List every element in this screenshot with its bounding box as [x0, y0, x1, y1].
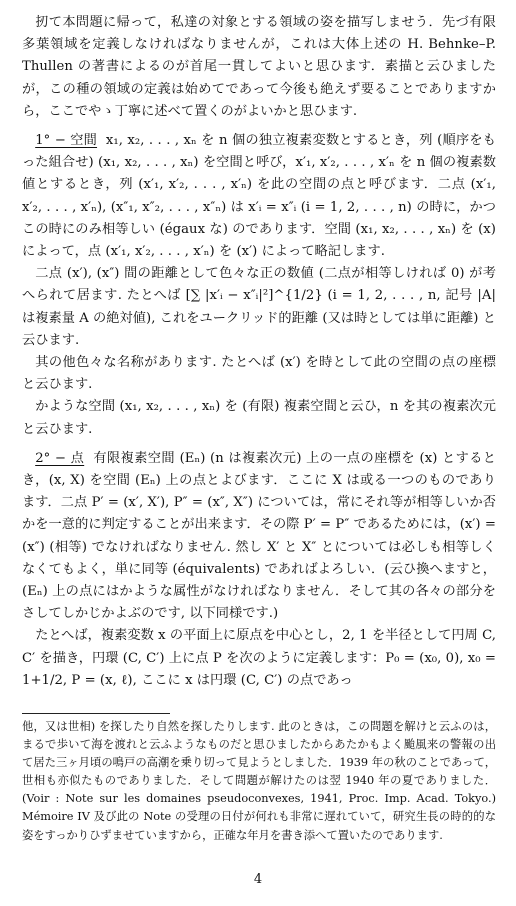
paper-page [22, 12, 496, 692]
complex-space-paragraph: かような空間 (x₁, x₂, . . . , xₙ) を (有限) 複素空間と云ひ，n を其の複素次元と云ひます. [22, 399, 496, 437]
footnote: 他，又は世相) を探したり自然を探したりします. 此のときは，この問題を解けと云ふのは，まるで歩いて海を渡れと云ふようなものだと思ひましたからあたかもよく颱風来の警報の出て居た三ヶ月頃の鳴戸の高潮を乗り切って見ようとしました．1939 年の秋のことであって，世相も亦似たものでありました．そして問題が解けたのは翌 1940 年の夏でありました．(Voir : Note sur les domaines pseudoconvexes, 1941, Proc. Imp. Acad. Tokyo.) Mémoire IV 及び此の Note の受理の日付が何れも非常に遅れていて，研究生長の時的的な姿をすっかりひずませていますから，正確な年月を書き添へて置いたのであります. [22, 720, 496, 842]
section1-heading: 1° − 空間 [35, 133, 98, 149]
names-paragraph: 其の他色々な名称があります. たとへば (x′) を時として此の空間の点の座標と云ひます. [22, 355, 496, 393]
page-number: 4 [253, 872, 263, 887]
distance-paragraph: 二点 (x′), (x″) 間の距離として色々な正の数値 (二点が相等しければ 0) が考へられて居ます. たとへば [∑ |x′ᵢ − x″ᵢ|²]^{1/2} (i = 1, 2, . . . , n, 記号 |A| は複素量 A の絶対値), これをユークリッド的距離 (又は時としては単に距離) と云ひます. [22, 266, 496, 348]
example-paragraph: たとへば，複素変数 x の平面上に原点を中心とし，2, 1 を半径として円周 C, C′ を描き，円環 (C, C′) 上に点 P を次のように定義します：P₀ = (x₀, 0), x₀ = 1+1/2, P = (x, ℓ), ここに x は円環 (C, C′) の点であっ [22, 628, 496, 688]
footnote-rule [22, 713, 170, 714]
section2-paragraph [22, 448, 496, 626]
intro-paragraph: 扨て本問題に帰って，私達の対象とする領域の姿を描写しませう．先づ有限多葉領域を定義しなければなりませんが，これは大体上述の H. Behnke–P. Thullen の著書によるのが首尾一貫してよいと思ひます．素描と云ひましたが，この種の領域の定義は始めてであって今後も絶えず要ることでありますから，ここでやゝ丁寧に述べて置くのがよいかと思ひます. [22, 15, 496, 119]
section2-heading: 2° − 点 [35, 450, 85, 466]
section1-paragraph [22, 130, 496, 263]
section2-text: 有限複素空間 (Eₙ) (n は複素次元) 上の一点の座標を (x) とするとき，(x, X) を空間 (Eₙ) 上の点とよびます．ここに X は或る一つのものであります．二点 P′ = (x′, X′), P″ = (x″, X″) については，常にそれ等が相等しいか否かを一意的に判定することが出来ます．その際 P′ = P″ であるためには，(x′) = (x″) (相等) でなければなりません. 然し X′ と X″ とについては必しも相等しくなくてもよく，単に同等 (équivalents) であればよろしい．(云ひ換へますと，(Eₙ) 上の点にはかような属性がなければなりません．そして其の各々の部分をさしてしかじかよぶのです, 以下同様です.) [22, 450, 497, 622]
section1-text: x₁, x₂, . . . , xₙ を n 個の独立複素変数とするとき，列 (順序をもった組合せ) (x₁, x₂, . . . , xₙ) を空間と呼び，x′₁, x′₂, . . . , x′ₙ を n 個の複素数値とするとき，列 (x′₁, x′₂, . . . , x′ₙ) を此の空間の点と呼びます．二点 (x′₁, x′₂, . . . , x′ₙ), (x″₁, x″₂, . . . , x″ₙ) は x′ᵢ = x″ᵢ (i = 1, 2, . . . , n) の時に，かつこの時にのみ相等しい (égaux な) のであります．空間 (x₁, x₂, . . . , xₙ) を (x) によって，点 (x′₁, x′₂, . . . , x′ₙ) を (x′) によって略記します. [22, 133, 496, 260]
